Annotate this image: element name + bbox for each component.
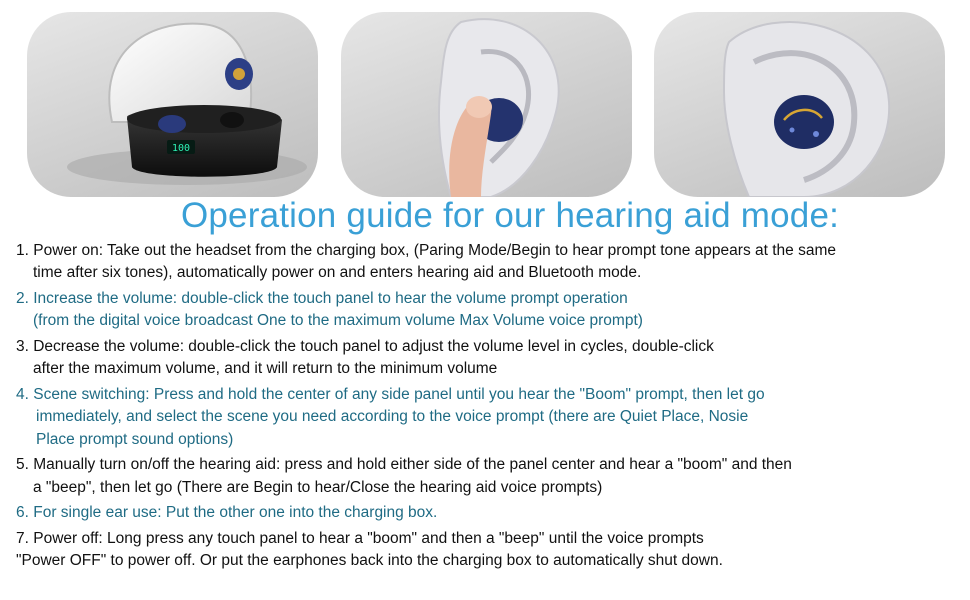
page-title: Operation guide for our hearing aid mode: xyxy=(180,196,840,235)
step-line: 4. Scene switching: Press and hold the center of any side panel until you hear the "Boom" prompt, then let go xyxy=(16,385,765,403)
charging-case-photo xyxy=(27,12,318,197)
step-increase-volume xyxy=(16,288,961,333)
finger-touch-earbud-photo xyxy=(341,12,632,197)
step-line: time after six tones), automatically power on and enters hearing aid and Bluetooth mode. xyxy=(33,264,642,282)
step-line: 6. For single ear use: Put the other one into the charging box. xyxy=(16,504,438,522)
step-line: 5. Manually turn on/off the hearing aid: press and hold either side of the panel center and hear a "boom" and then xyxy=(16,456,792,474)
charging-case-illustration xyxy=(27,12,318,197)
step-line: 3. Decrease the volume: double-click the touch panel to adjust the volume level in cycles, double-click xyxy=(16,337,714,355)
step-line: Place prompt sound options) xyxy=(36,430,234,448)
earbud-in-ear-photo xyxy=(654,12,945,197)
step-line: a "beep", then let go (There are Begin to hear/Close the hearing aid voice prompts) xyxy=(33,478,603,496)
step-line: (from the digital voice broadcast One to the maximum volume Max Volume voice prompt) xyxy=(33,312,643,330)
step-single-ear xyxy=(16,502,961,524)
ear-earbud-illustration xyxy=(654,12,945,197)
step-decrease-volume xyxy=(16,336,961,381)
step-line: after the maximum volume, and it will return to the minimum volume xyxy=(33,360,498,378)
step-line: immediately, and select the scene you need according to the voice prompt (there are Quiet Place, Nosie xyxy=(36,408,749,426)
step-power-on xyxy=(16,240,961,285)
step-line: "Power OFF" to power off. Or put the earphones back into the charging box to automatically shut down. xyxy=(16,552,723,570)
step-scene-switching xyxy=(16,384,961,451)
step-manual-toggle xyxy=(16,454,961,499)
ear-finger-illustration xyxy=(341,12,632,197)
step-line: 1. Power on: Take out the headset from the charging box, (Paring Mode/Begin to hear prompt tone appears at the same xyxy=(16,242,836,259)
battery-display: 100 xyxy=(171,143,191,154)
step-line: 7. Power off: Long press any touch panel to hear a "boom" and then a "beep" until the voice prompts xyxy=(16,529,704,547)
step-power-off xyxy=(16,528,961,573)
step-line: 2. Increase the volume: double-click the touch panel to hear the volume prompt operation xyxy=(16,289,628,307)
operation-steps xyxy=(16,240,961,576)
